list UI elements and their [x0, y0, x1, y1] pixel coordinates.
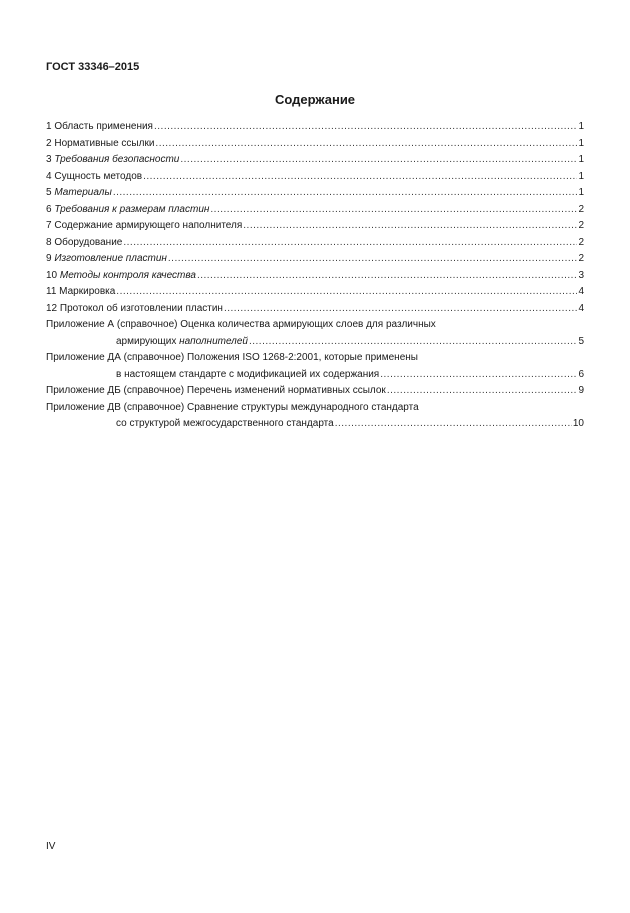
- toc-page-number: 1: [578, 170, 584, 182]
- toc-entry-title: Методы контроля качества: [59, 269, 196, 281]
- appendix-title: Приложение ДВ (справочное) Сравнение структуры международного стандарта: [46, 401, 419, 413]
- toc-page-number: 2: [578, 203, 584, 215]
- toc-entry-4[interactable]: 4 Сущность методов ..... 1: [46, 169, 584, 186]
- toc-page-number: 2: [578, 220, 584, 231]
- toc-appendix-dv[interactable]: Приложение ДВ (справочное) Сравнение структуры международного стандарта со структурой межгосударственного стандарта ..... 10: [46, 400, 584, 433]
- appendix-title: Приложение ДБ (справочное) Перечень изменений нормативных ссылок: [46, 385, 386, 396]
- toc-appendix-a[interactable]: Приложение А (справочное) Оценка количества армирующих слоев для различных армирующих наполнителей ..... 5: [46, 317, 584, 350]
- table-of-contents: [46, 119, 584, 433]
- toc-entry-title: Материалы: [54, 187, 112, 198]
- toc-entry-11[interactable]: 11 Маркировка ..... 4: [46, 284, 584, 301]
- toc-entry-title: Оборудование: [54, 236, 123, 248]
- toc-page-number: 6: [578, 368, 584, 380]
- toc-heading: Содержание: [274, 92, 356, 107]
- toc-page-number: 4: [578, 302, 584, 314]
- page-number: IV: [46, 841, 56, 852]
- toc-entry-12[interactable]: 12 Протокол об изготовлении пластин ..... 4: [46, 301, 584, 318]
- toc-page-number: 4: [578, 286, 584, 297]
- appendix-title: Приложение А (справочное) Оценка количества армирующих слоев для различных: [46, 319, 436, 330]
- document-id: ГОСТ 33346–2015: [46, 61, 140, 73]
- toc-entry-2[interactable]: 2 Нормативные ссылки ..... 1: [46, 136, 584, 153]
- appendix-title: Приложение ДА (справочное) Положения ISO 1268-2:2001, которые применены: [46, 352, 418, 363]
- toc-entry-title: Требования безопасности: [54, 154, 180, 165]
- toc-page-number: 9: [578, 385, 584, 396]
- toc-page-number: 1: [578, 154, 584, 165]
- toc-entry-1[interactable]: 1 Область применения ..... 1: [46, 119, 584, 136]
- toc-entry-title: Содержание армирующего наполнителя: [54, 220, 243, 231]
- toc-entry-title: Нормативные ссылки: [54, 137, 155, 149]
- toc-entry-title: Протокол об изготовлении пластин: [59, 302, 223, 314]
- toc-page-number: 2: [578, 236, 584, 248]
- toc-page-number: 10: [572, 418, 584, 429]
- toc-page-number: 1: [578, 187, 584, 198]
- toc-page-number: 5: [578, 335, 584, 347]
- toc-entry-7[interactable]: 7 Содержание армирующего наполнителя ..... 2: [46, 218, 584, 235]
- toc-entry-title: Область применения: [54, 121, 153, 132]
- toc-entry-title: Сущность методов: [54, 170, 143, 182]
- toc-entry-title: Требования к размерам пластин: [54, 203, 210, 215]
- toc-page-number: 3: [578, 269, 584, 281]
- toc-entry-9[interactable]: 9 Изготовление пластин ..... 2: [46, 251, 584, 268]
- toc-page-number: 1: [578, 121, 584, 132]
- toc-entry-5[interactable]: 5 Материалы ..... 1: [46, 185, 584, 202]
- toc-entry-3[interactable]: 3 Требования безопасности ..... 1: [46, 152, 584, 169]
- toc-entry-10[interactable]: 10 Методы контроля качества ..... 3: [46, 268, 584, 285]
- toc-page-number: 1: [578, 137, 584, 149]
- toc-appendix-da[interactable]: Приложение ДА (справочное) Положения ISO 1268-2:2001, которые применены в настоящем стандарте с модификацией их содержания ..... 6: [46, 350, 584, 383]
- toc-entry-6[interactable]: 6 Требования к размерам пластин ..... 2: [46, 202, 584, 219]
- toc-entry-title: Маркировка: [59, 286, 116, 297]
- toc-entry-8[interactable]: 8 Оборудование ..... 2: [46, 235, 584, 252]
- toc-appendix-db[interactable]: [46, 383, 584, 400]
- toc-entry-title: Изготовление пластин: [54, 253, 167, 264]
- toc-page-number: 2: [578, 253, 584, 264]
